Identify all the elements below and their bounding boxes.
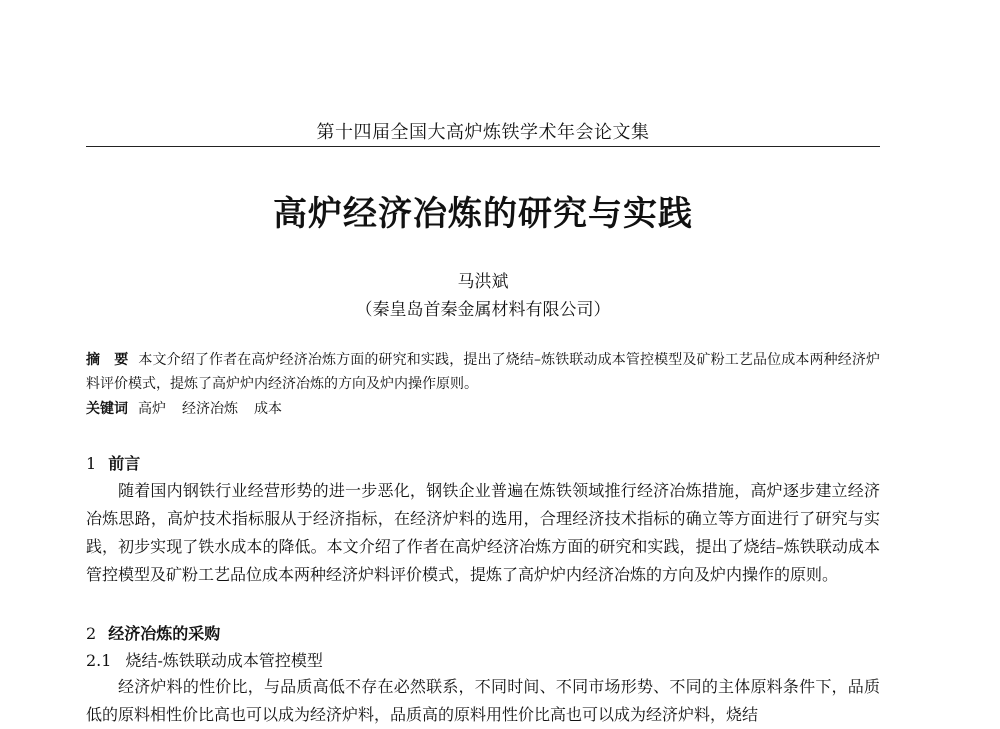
section-1-paragraph: 随着国内钢铁行业经营形势的进一步恶化，钢铁企业普遍在炼铁领域推行经济冶炼措施，高炉逐步建立经济冶炼思路，高炉技术指标服从于经济指标，在经济炉料的选用，合理经济技术指标的确立等方面进行了研究与实践，初步实现了铁水成本的降低。本文介绍了作者在高炉经济冶炼方面的研究和实践，提出了烧结–炼铁联动成本管控模型及矿粉工艺品位成本两种经济炉料评价模式，提炼了高炉炉内经济冶炼的方向及炉内操作的原则。 xyxy=(86,481,880,584)
section-2-paragraph: 经济炉料的性价比，与品质高低不存在必然联系，不同时间、不同市场形势、不同的主体原料条件下，品质低的原料相性价比高也可以成为经济炉料，品质高的原料用性价比高也可以成为经济炉料，烧结 xyxy=(86,677,880,724)
abstract-label: 摘 要 xyxy=(86,352,129,368)
abstract xyxy=(86,348,880,396)
section-title: 经济冶炼的采购 xyxy=(108,624,221,643)
section-heading-2 xyxy=(86,621,880,644)
keyword: 经济冶炼 xyxy=(182,401,238,417)
paper-title: 高炉经济冶炼的研究与实践 xyxy=(273,194,693,234)
subsection-title: 烧结-炼铁联动成本管控模型 xyxy=(125,651,323,670)
header-rule xyxy=(86,146,880,147)
keyword: 成本 xyxy=(254,401,282,417)
author-name: 马洪斌 xyxy=(457,272,509,292)
section-number: 2 xyxy=(86,624,97,643)
running-head: 第十四届全国大高炉炼铁学术年会论文集 xyxy=(316,122,650,143)
keywords xyxy=(86,397,880,421)
author-affiliation: （秦皇岛首秦金属材料有限公司） xyxy=(355,300,611,320)
keywords-label: 关键词 xyxy=(86,401,128,417)
subsection-heading-2-1 xyxy=(86,648,880,671)
section-heading-1 xyxy=(86,451,880,474)
keyword: 高炉 xyxy=(138,401,166,417)
section-title: 前言 xyxy=(108,454,141,473)
subsection-number: 2.1 xyxy=(86,651,112,670)
abstract-text: 本文介绍了作者在高炉经济冶炼方面的研究和实践，提出了烧结–炼铁联动成本管控模型及矿粉工艺品位成本两种经济炉料评价模式，提炼了高炉炉内经济冶炼的方向及炉内操作原则。 xyxy=(86,352,881,392)
section-number: 1 xyxy=(86,454,97,473)
